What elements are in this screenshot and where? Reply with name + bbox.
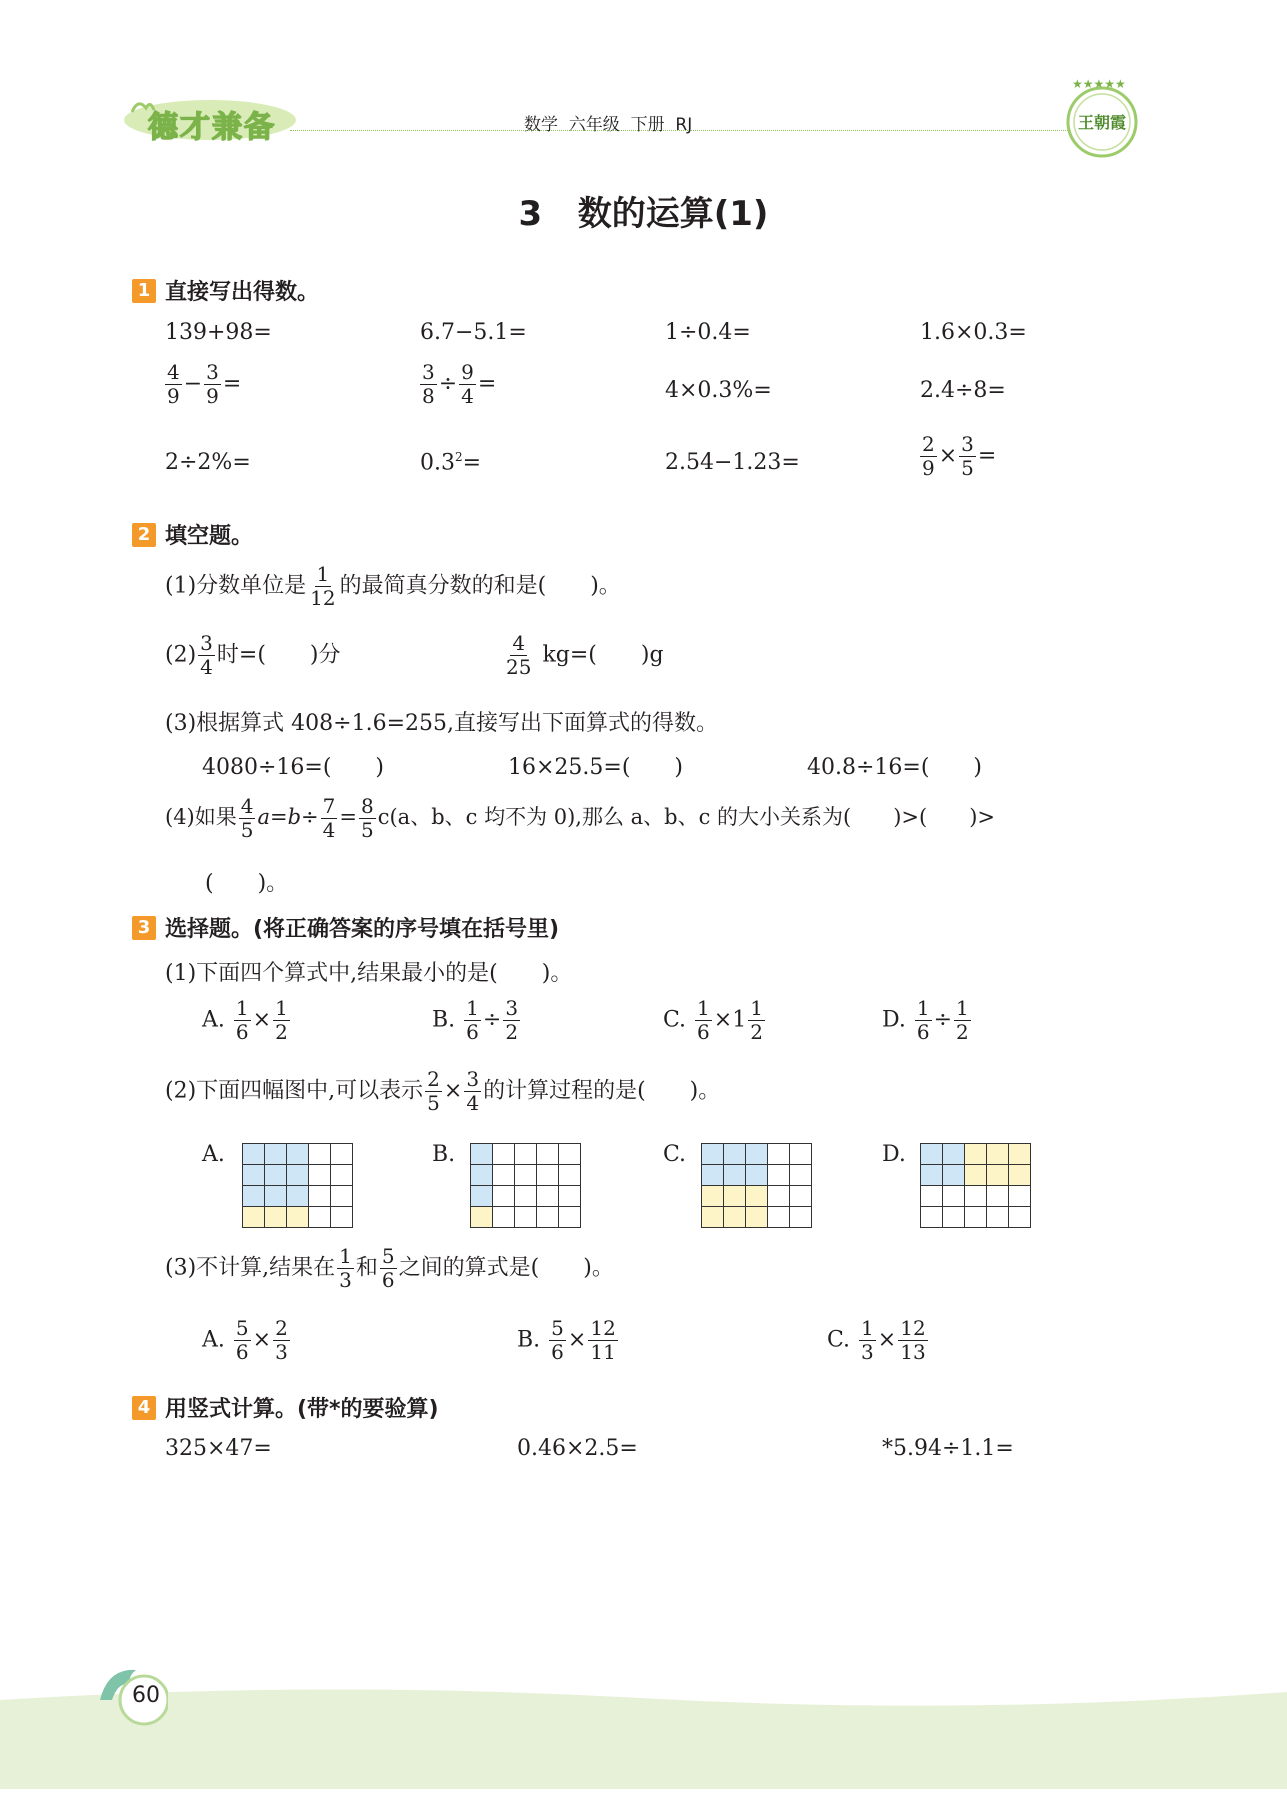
- fraction: $\frac{3}{5}$: [961, 432, 974, 480]
- s1-item: 1.6×0.3=: [920, 320, 1027, 345]
- s2-q3-item: 4080÷16=( ): [202, 755, 385, 780]
- book-info: 数学 六年级 下册 RJ: [524, 115, 693, 135]
- section-number: 1: [132, 279, 156, 303]
- s1-item: $\frac{3}{8}$ ÷ $\frac{9}{4}$ =: [422, 360, 497, 408]
- section-number: 3: [132, 916, 156, 940]
- s3-q3-option: C. $\frac{1}{3}$ × $\frac{12}{13}$: [827, 1316, 926, 1364]
- section-2-title: [132, 519, 253, 550]
- brand-logo: [118, 92, 298, 144]
- s2-question-2b: $\frac{4}{25}$ kg=( )g: [506, 631, 664, 679]
- section-title-text: 直接写出得数。: [165, 280, 320, 305]
- s3-question-1: (1)下面四个算式中,结果最小的是( )。: [165, 961, 573, 986]
- s3-q3-option: A. $\frac{5}{6}$ × $\frac{2}{3}$: [202, 1316, 288, 1364]
- grid-figure-c: [701, 1143, 812, 1228]
- s1-item: 139+98=: [165, 320, 272, 345]
- seal-text: 王朝霞: [1078, 113, 1127, 132]
- section-title-text: 填空题。: [165, 524, 254, 549]
- s1-item: 1÷0.4=: [665, 320, 751, 345]
- grid-figure-a: [242, 1143, 353, 1228]
- fraction: $\frac{9}{4}$: [461, 360, 474, 408]
- s1-item: $\frac{4}{9}$ − $\frac{3}{9}$ =: [167, 360, 242, 408]
- s2-q3-item: 40.8÷16=( ): [807, 755, 983, 780]
- s2-question-2: (2) $\frac{3}{4}$ 时=( )分: [165, 631, 341, 679]
- page-title: 3 数的运算(1): [518, 194, 769, 234]
- seal-logo: [1063, 78, 1141, 162]
- s1-item: 2.54−1.23=: [665, 450, 800, 475]
- fraction: $\frac{2}{9}$: [922, 432, 935, 480]
- fraction: $\frac{7}{4}$: [322, 794, 336, 842]
- s3-q2-label: A.: [202, 1142, 225, 1167]
- s3-q1-option: D. $\frac{1}{6}$ ÷ $\frac{1}{2}$: [882, 996, 969, 1044]
- s2-q3-item: 16×25.5=( ): [508, 755, 684, 780]
- s4-item: 325×47=: [165, 1436, 272, 1461]
- s2-question-3: (3)根据算式 408÷1.6=255,直接写出下面算式的得数。: [165, 711, 718, 736]
- s3-q1-option: C. $\frac{1}{6}$ ×1 $\frac{1}{2}$: [663, 996, 763, 1044]
- s3-q3-option: B. $\frac{5}{6}$ × $\frac{12}{11}$: [517, 1316, 616, 1364]
- section-title-text: 选择题。(将正确答案的序号填在括号里): [165, 917, 560, 942]
- s2-question-4-cont: ( )。: [205, 871, 289, 896]
- footer-band: [0, 1680, 1287, 1789]
- fraction: $\frac{3}{4}$: [200, 631, 213, 679]
- s4-item: *5.94÷1.1=: [882, 1436, 1014, 1461]
- brand-text: 德才兼备: [148, 110, 276, 145]
- s3-q2-label: B.: [432, 1142, 456, 1167]
- section-3-title: [132, 912, 559, 943]
- fraction: $\frac{1}{12}$: [310, 562, 336, 610]
- s3-question-2: (2)下面四幅图中,可以表示 $\frac{2}{5}$ × $\frac{3}{4}$ 的计算过程的是( )。: [165, 1067, 721, 1115]
- fraction: $\frac{4}{25}$: [506, 631, 532, 679]
- fraction: $\frac{8}{5}$: [360, 794, 374, 842]
- section-4-title: [132, 1392, 439, 1423]
- fraction: $\frac{4}{9}$: [167, 360, 180, 408]
- section-number: 4: [132, 1396, 156, 1420]
- page-number: 60: [132, 1683, 160, 1708]
- s1-item: 6.7−5.1=: [420, 320, 527, 345]
- s3-q1-option: B. $\frac{1}{6}$ ÷ $\frac{3}{2}$: [432, 996, 519, 1044]
- svg-text:★★★★★: ★★★★★: [1072, 78, 1126, 91]
- grid-figure-d: [920, 1143, 1031, 1228]
- s3-q2-label: C.: [663, 1142, 687, 1167]
- s1-item: $\frac{2}{9}$ × $\frac{3}{5}$ =: [922, 432, 997, 480]
- section-title-text: 用竖式计算。(带*的要验算): [165, 1397, 439, 1422]
- fraction: $\frac{3}{9}$: [206, 360, 219, 408]
- fraction: $\frac{4}{5}$: [240, 794, 254, 842]
- section-1-title: [132, 275, 319, 306]
- s2-question-1: (1)分数单位是 $\frac{1}{12}$ 的最简真分数的和是( )。: [165, 562, 621, 610]
- grid-figure-b: [470, 1143, 581, 1228]
- s1-item: 4×0.3%=: [665, 378, 772, 403]
- fraction: $\frac{3}{8}$: [422, 360, 435, 408]
- s2-question-4: (4)如果 $\frac{4}{5}$ a=b÷ $\frac{7}{4}$ = $\frac{8}{5}$ c(a、b、c 均不为 0),那么 a、b、c 的大小关系为( )>( )>: [165, 794, 996, 842]
- section-number: 2: [132, 523, 156, 547]
- s3-q2-label: D.: [882, 1142, 906, 1167]
- s1-item: 2÷2%=: [165, 450, 251, 475]
- s4-item: 0.46×2.5=: [517, 1436, 638, 1461]
- s1-item: 2.4÷8=: [920, 378, 1006, 403]
- s1-item: $0.3^2=$: [420, 450, 482, 476]
- s3-question-3: (3)不计算,结果在 $\frac{1}{3}$ 和 $\frac{5}{6}$ 之间的算式是( )。: [165, 1244, 614, 1292]
- s3-q1-option: A. $\frac{1}{6}$ × $\frac{1}{2}$: [202, 996, 288, 1044]
